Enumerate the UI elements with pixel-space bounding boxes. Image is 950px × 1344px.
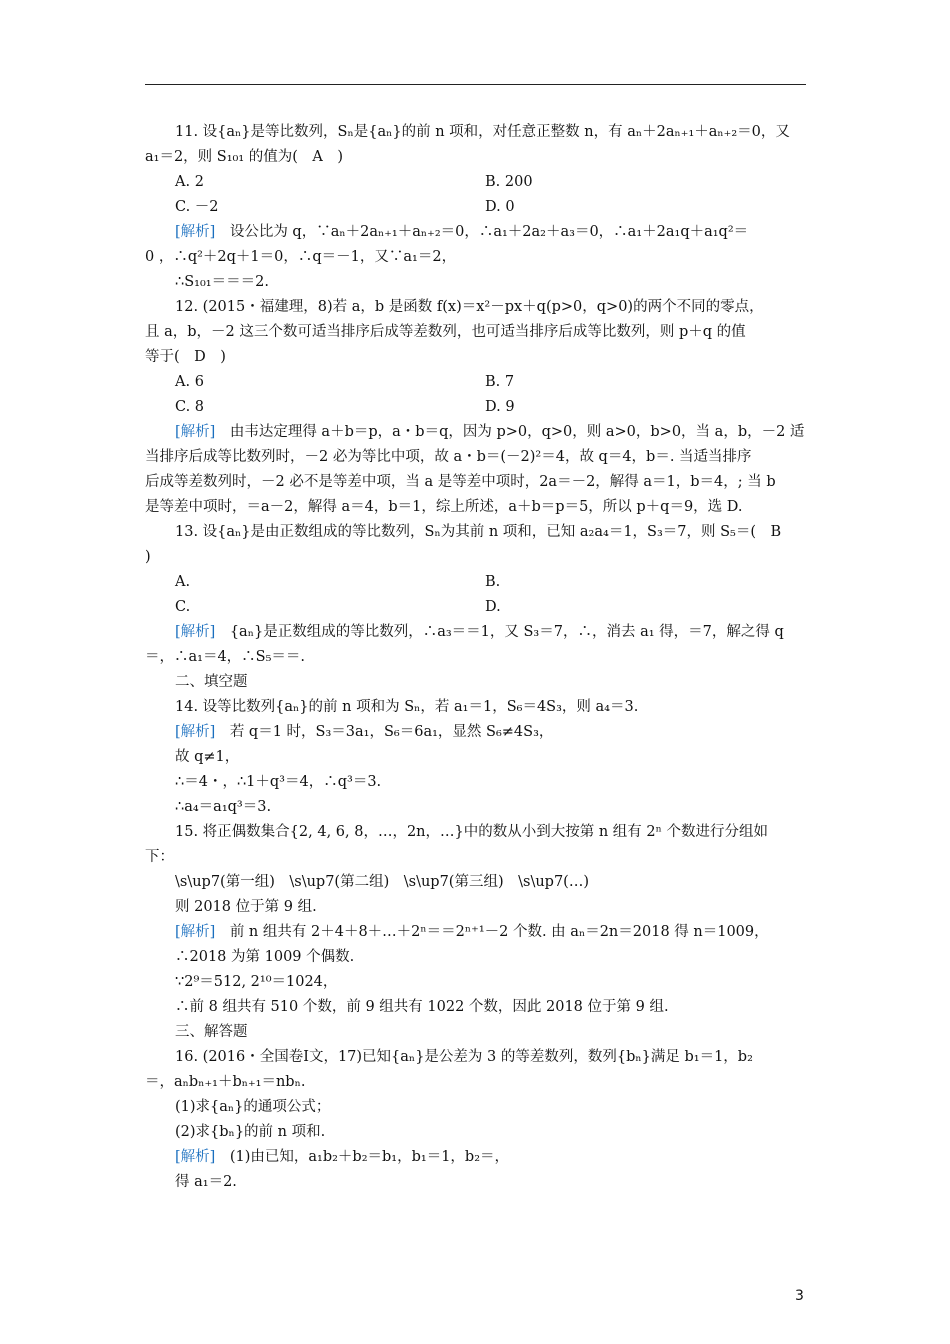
- document-body: [145, 120, 810, 1195]
- text-line: [145, 520, 810, 545]
- text-line: [145, 995, 810, 1020]
- text-line: [145, 945, 810, 970]
- text-line: [145, 645, 810, 670]
- line-text: 11. 设{aₙ}是等比数列，Sₙ是{aₙ}的前 n 项和，对任意正整数 n，有 aₙ＋2aₙ₊₁＋aₙ₊₂＝0，又: [175, 124, 790, 140]
- line-text: 15. 将正偶数集合{2, 4, 6, 8，…，2n，…}中的数从小到大按第 n 组有 2ⁿ 个数进行分组如: [175, 824, 769, 840]
- text-line: [145, 745, 810, 770]
- text-line: [145, 470, 810, 495]
- line-text: 故 q≠1，: [175, 749, 240, 765]
- text-line: [145, 320, 810, 345]
- option-right: D. 9: [485, 399, 515, 415]
- line-text: 下：: [145, 849, 174, 865]
- option-left: A.: [175, 574, 191, 590]
- analysis-tag: [解析]: [175, 724, 216, 740]
- option-right: D.: [485, 599, 501, 615]
- text-line: [145, 1095, 810, 1120]
- text-line: [145, 245, 810, 270]
- text-line: [145, 895, 810, 920]
- option-right: B.: [485, 574, 501, 590]
- text-line: [145, 545, 810, 570]
- option-row: [145, 195, 810, 220]
- text-line: [145, 795, 810, 820]
- text-line: [145, 420, 810, 445]
- option-row: [145, 170, 810, 195]
- text-line: [145, 820, 810, 845]
- line-text: 二、填空题: [175, 674, 248, 690]
- text-line: [145, 970, 810, 995]
- text-line: [145, 1045, 810, 1070]
- line-text: 则 2018 位于第 9 组.: [175, 899, 317, 915]
- line-text: 12. (2015・福建理，8)若 a，b 是函数 f(x)＝x²－px＋q(p>0，q>0)的两个不同的零点，: [175, 299, 764, 315]
- line-text: 14. 设等比数列{aₙ}的前 n 项和为 Sₙ，若 a₁＝1，S₆＝4S₃，则 a₄＝3.: [175, 699, 639, 715]
- text-line: [145, 495, 810, 520]
- option-row: [145, 595, 810, 620]
- line-text: ∴＝4・，∴1＋q³＝4，∴q³＝3.: [175, 774, 382, 790]
- line-text: 若 q＝1 时，S₃＝3a₁，S₆＝6a₁，显然 S₆≠4S₃，: [215, 724, 554, 740]
- text-line: [145, 670, 810, 695]
- text-line: [145, 1070, 810, 1095]
- text-line: [145, 1170, 810, 1195]
- line-text: {aₙ}是正数组成的等比数列，∴a₃＝＝1，又 S₃＝7，∴，消去 a₁ 得，＝7，解之得 q: [215, 624, 784, 640]
- option-left: A. 6: [175, 374, 204, 390]
- line-text: 三、解答题: [175, 1024, 248, 1040]
- text-line: [145, 620, 810, 645]
- line-text: ＝，∴a₁＝4，∴S₅＝＝.: [145, 649, 306, 665]
- text-line: [145, 1145, 810, 1170]
- analysis-tag: [解析]: [175, 624, 216, 640]
- line-text: 16. (2016・全国卷Ⅰ文，17)已知{aₙ}是公差为 3 的等差数列，数列{bₙ}满足 b₁＝1，b₂: [175, 1049, 753, 1065]
- text-line: [145, 445, 810, 470]
- analysis-tag: [解析]: [175, 424, 216, 440]
- option-right: B. 200: [485, 174, 533, 190]
- line-text: ∵2⁹＝512, 2¹⁰＝1024，: [175, 974, 338, 990]
- option-row: [145, 570, 810, 595]
- analysis-tag: [解析]: [175, 924, 216, 940]
- line-text: 设公比为 q，∵aₙ＋2aₙ₊₁＋aₙ₊₂＝0，∴a₁＋2a₂＋a₃＝0，∴a₁＋2a₁q＋a₁q²＝: [215, 224, 749, 240]
- line-text: 后成等差数列时，－2 必不是等差中项，当 a 是等差中项时，2a＝－2，解得 a＝1，b＝4，; 当 b: [145, 474, 776, 490]
- line-text: (2)求{bₙ}的前 n 项和.: [175, 1124, 326, 1140]
- option-left: C. －2: [175, 199, 219, 215]
- text-line: [145, 870, 810, 895]
- text-line: [145, 695, 810, 720]
- header-rule: [145, 84, 806, 85]
- analysis-tag: [解析]: [175, 1149, 216, 1165]
- text-line: [145, 920, 810, 945]
- text-line: [145, 1020, 810, 1045]
- line-text: (1)求{aₙ}的通项公式；: [175, 1099, 331, 1115]
- line-text: 是等差中项时，＝a－2，解得 a＝4，b＝1，综上所述，a＋b＝p＝5，所以 p＋q＝9，选 D.: [145, 499, 743, 515]
- text-line: [145, 845, 810, 870]
- option-left: C. 8: [175, 399, 205, 415]
- line-text: \s\up7(第一组) \s\up7(第二组) \s\up7(第三组) \s\up7(…): [175, 874, 589, 890]
- analysis-tag: [解析]: [175, 224, 216, 240]
- text-line: [145, 770, 810, 795]
- text-line: [145, 1120, 810, 1145]
- page-number: 3: [795, 1288, 804, 1304]
- line-text: 当排序后成等比数列时，－2 必为等比中项，故 a・b＝(－2)²＝4，故 q＝4，b＝. 当适当排序: [145, 449, 752, 465]
- line-text: ∴2018 为第 1009 个偶数.: [175, 949, 355, 965]
- line-text: 13. 设{aₙ}是由正数组成的等比数列，Sₙ为其前 n 项和，已知 a₂a₄＝1，S₃＝7，则 S₅＝( B: [175, 524, 782, 540]
- text-line: [145, 345, 810, 370]
- text-line: [145, 295, 810, 320]
- line-text: (1)由已知，a₁b₂＋b₂＝b₁，b₁＝1，b₂＝，: [215, 1149, 510, 1165]
- line-text: ∴前 8 组共有 510 个数，前 9 组共有 1022 个数，因此 2018 位于第 9 组.: [175, 999, 669, 1015]
- line-text: 得 a₁＝2.: [175, 1174, 237, 1190]
- line-text: 且 a，b，－2 这三个数可适当排序后成等差数列，也可适当排序后成等比数列，则 p＋q 的值: [145, 324, 746, 340]
- option-left: A. 2: [175, 174, 204, 190]
- text-line: [145, 720, 810, 745]
- line-text: ∴S₁₀₁＝＝＝2.: [175, 274, 269, 290]
- text-line: [145, 270, 810, 295]
- option-left: C.: [175, 599, 191, 615]
- line-text: a₁＝2，则 S₁₀₁ 的值为( A ): [145, 149, 344, 165]
- line-text: 0 ，∴q²＋2q＋1＝0，∴q＝－1，又∵a₁＝2，: [145, 249, 457, 265]
- line-text: 由韦达定理得 a＋b＝p，a・b＝q，因为 p>0，q>0，则 a>0，b>0，当 a，b，－2 适: [215, 424, 805, 440]
- text-line: [145, 220, 810, 245]
- line-text: ＝，aₙbₙ₊₁＋bₙ₊₁＝nbₙ.: [145, 1074, 306, 1090]
- line-text: ∴a₄＝a₁q³＝3.: [175, 799, 272, 815]
- option-right: B. 7: [485, 374, 515, 390]
- option-right: D. 0: [485, 199, 515, 215]
- option-row: [145, 370, 810, 395]
- option-row: [145, 395, 810, 420]
- text-line: [145, 120, 810, 145]
- line-text: 前 n 组共有 2＋4＋8＋…＋2ⁿ＝＝2ⁿ⁺¹－2 个数. 由 aₙ＝2n＝2018 得 n＝1009，: [215, 924, 769, 940]
- line-text: 等于( D ): [145, 349, 226, 365]
- text-line: [145, 145, 810, 170]
- line-text: ): [145, 549, 151, 565]
